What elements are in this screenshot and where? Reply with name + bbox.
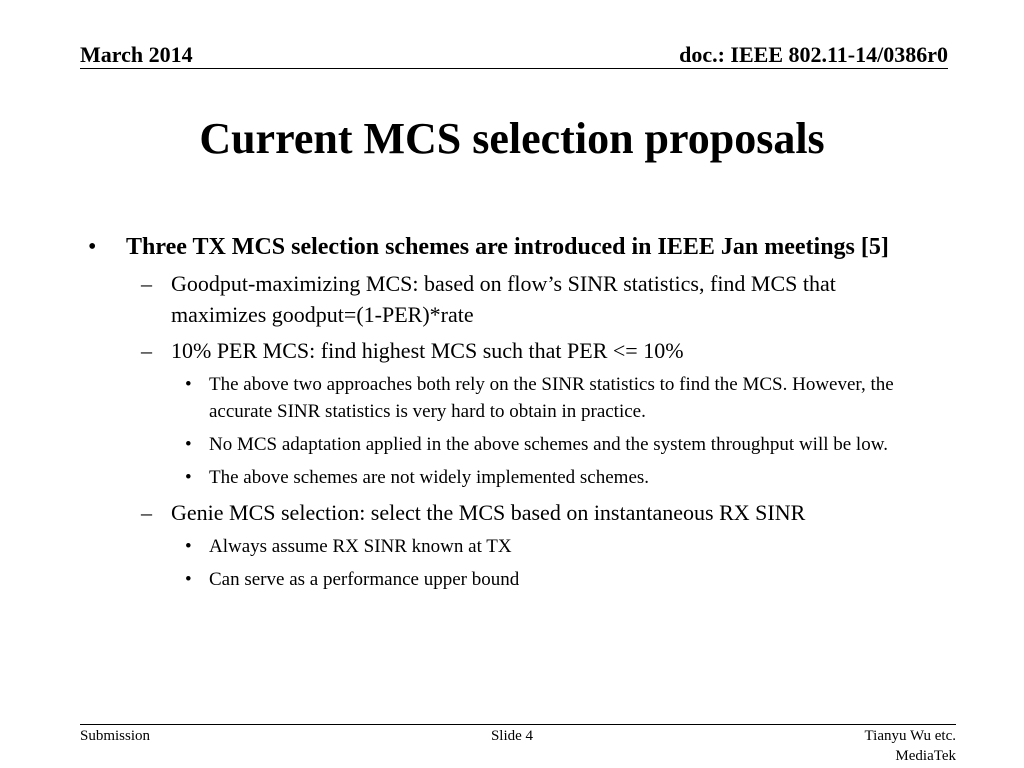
bullet-item-level-3 (84, 464, 924, 491)
bullet-marker: – (141, 338, 152, 363)
bullet-item-level-3 (84, 431, 924, 458)
bullet-marker: • (185, 569, 192, 590)
bullet-text: Always assume RX SINR known at TX (209, 536, 512, 557)
bullet-marker: • (185, 536, 192, 557)
bullet-text: The above schemes are not widely implemented schemes. (209, 467, 650, 488)
bullet-item-level-2 (84, 497, 924, 528)
bullet-text: Genie MCS selection: select the MCS based on instantaneous RX SINR (171, 500, 806, 525)
footer-author: Tianyu Wu etc. (864, 728, 956, 744)
bullet-text: No MCS adaptation applied in the above schemes and the system throughput will be low. (209, 434, 888, 455)
bullet-item-level-3 (84, 371, 924, 425)
bullet-text: Can serve as a performance upper bound (209, 569, 520, 590)
bullet-text: Three TX MCS selection schemes are introduced in IEEE Jan meetings [5] (126, 234, 889, 260)
footer-author-block (865, 726, 956, 766)
header-date: March 2014 (80, 42, 193, 67)
slide-title: Current MCS selection proposals (199, 114, 825, 163)
bullet-text: The above two approaches both rely on the SINR statistics to find the MCS. However, the accurate SINR statistics is very hard to obtain in practice. (209, 374, 894, 422)
bullet-item-level-2 (84, 268, 924, 330)
footer-submission: Submission (80, 728, 151, 744)
bullet-item-level-1 (84, 230, 924, 264)
bullet-marker: • (185, 374, 192, 395)
footer-slide-number: Slide 4 (490, 728, 534, 744)
bullet-list (84, 230, 924, 599)
header-divider (80, 68, 948, 69)
bullet-text: 10% PER MCS: find highest MCS such that PER <= 10% (171, 338, 684, 363)
bullet-marker: • (185, 467, 192, 488)
bullet-item-level-3 (84, 533, 924, 560)
bullet-marker: • (88, 234, 97, 260)
bullet-item-level-3 (84, 566, 924, 593)
footer-org: MediaTek (895, 748, 956, 764)
bullet-marker: – (141, 271, 152, 296)
bullet-marker: • (185, 434, 192, 455)
footer-divider (80, 724, 956, 725)
header-doc-id: doc.: IEEE 802.11-14/0386r0 (679, 42, 948, 67)
bullet-text: Goodput-maximizing MCS: based on flow’s SINR statistics, find MCS that maximizes goodput=(1-PER)*rate (171, 271, 836, 327)
bullet-marker: – (141, 500, 152, 525)
bullet-item-level-2 (84, 335, 924, 366)
